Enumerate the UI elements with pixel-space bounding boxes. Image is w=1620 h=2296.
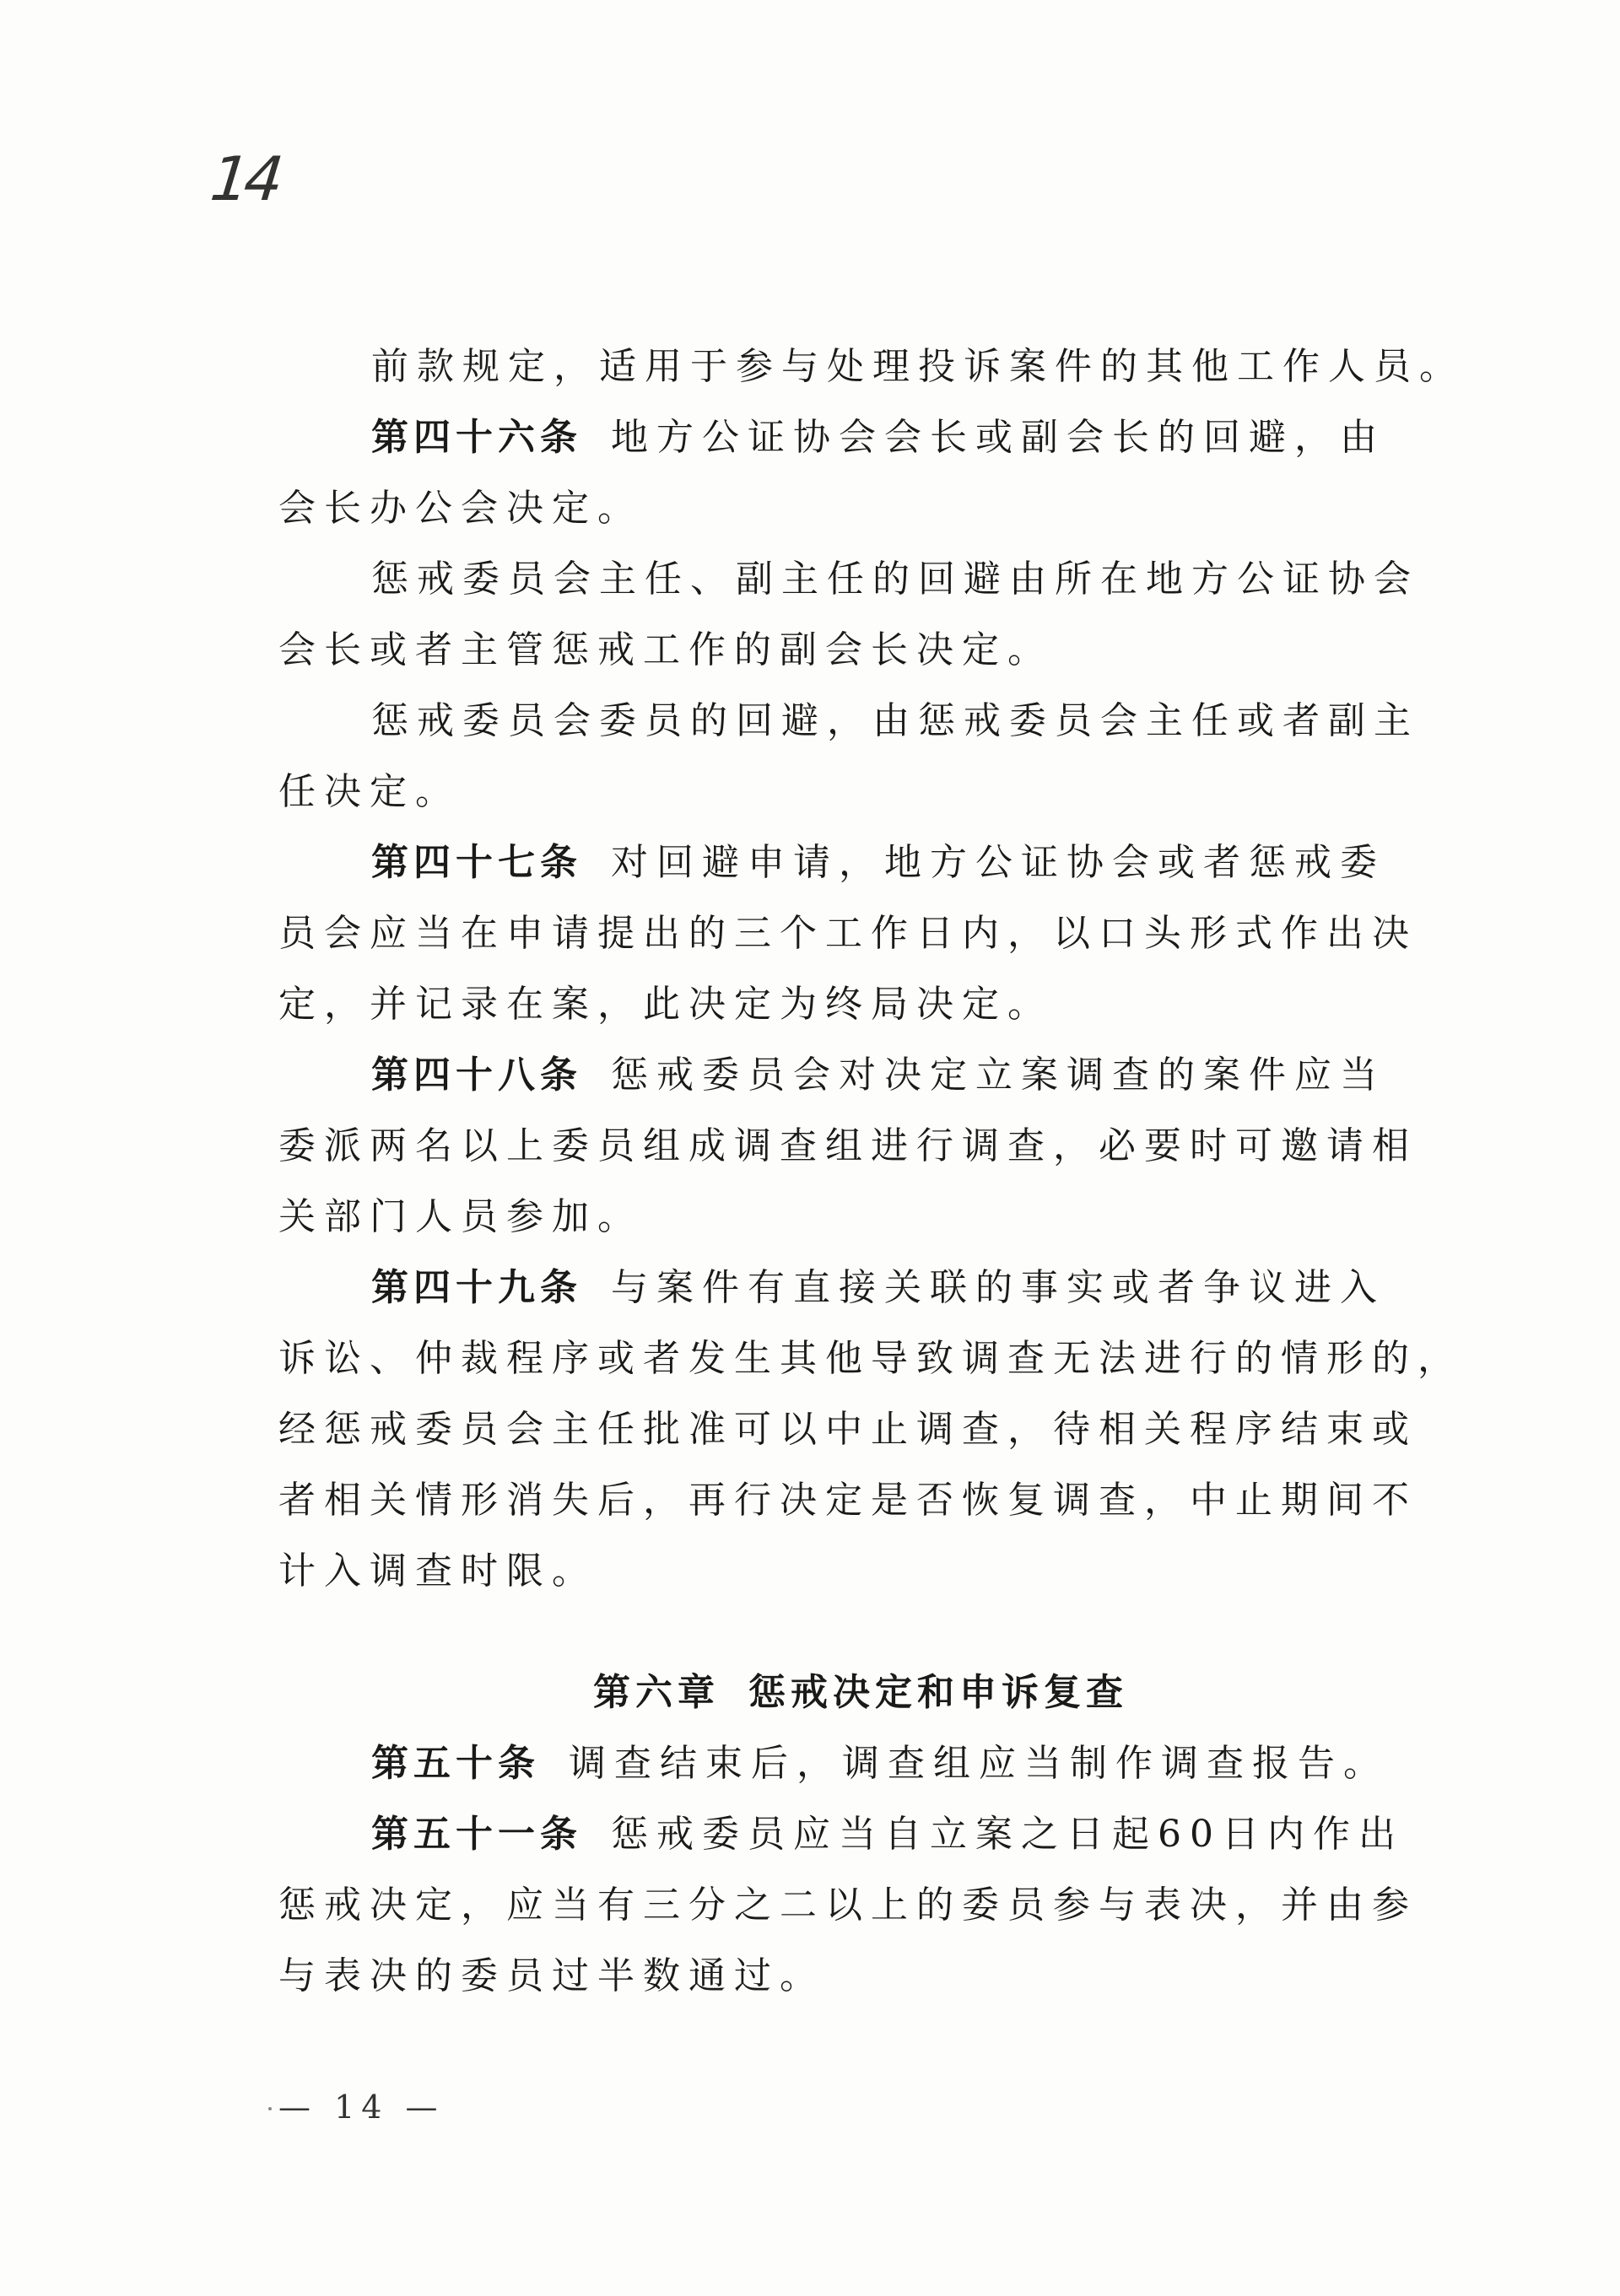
paragraph-text: 地方公证协会会长或副会长的回避，由 — [611, 416, 1385, 459]
paragraph-text: 诉讼、仲裁程序或者发生其他导致调查无法进行的情形的， — [278, 1337, 1463, 1380]
paragraph-line — [278, 969, 1443, 1040]
document-body — [278, 331, 1465, 2012]
chapter-number: 第六章 — [593, 1671, 720, 1714]
paragraph-line — [278, 1040, 1443, 1111]
paragraph-line — [278, 686, 1443, 757]
paragraph-text: 会长办公会决定。 — [278, 487, 643, 530]
paragraph-line — [278, 1728, 1443, 1799]
paragraph-text: 前款规定，适用于参与处理投诉案件的其他工作人员。 — [371, 345, 1465, 388]
scan-dot — [268, 2107, 272, 2110]
article-label: 第四十九条 — [371, 1266, 582, 1309]
paragraph-line — [278, 1323, 1463, 1394]
article-label: 第五十一条 — [371, 1813, 582, 1856]
paragraph-line — [278, 757, 1443, 827]
paragraph-line — [278, 1394, 1443, 1465]
paragraph-line — [278, 615, 1443, 686]
article-label: 第五十条 — [371, 1742, 540, 1785]
paragraph-text: 者相关情形消失后，再行决定是否恢复调查，中止期间不 — [278, 1479, 1418, 1522]
paragraph-line — [278, 1465, 1443, 1536]
paragraph-line — [278, 1799, 1443, 1870]
paragraph-text: 调查结束后，调查组应当制作调查报告。 — [569, 1742, 1389, 1785]
paragraph-line — [278, 402, 1443, 473]
paragraph-line — [278, 898, 1443, 969]
paragraph-text: 会长或者主管惩戒工作的副会长决定。 — [278, 628, 1053, 671]
paragraph-text: 与表决的委员过半数通过。 — [278, 1954, 825, 1997]
paragraph-text: 委派两名以上委员组成调查组进行调查，必要时可邀请相 — [278, 1124, 1418, 1167]
article-label: 第四十八条 — [371, 1054, 582, 1097]
paragraph-text: 惩戒决定，应当有三分之二以上的委员参与表决，并由参 — [278, 1884, 1418, 1927]
paragraph-text: 惩戒委员应当自立案之日起60日内作出 — [611, 1813, 1404, 1856]
article-label: 第四十七条 — [371, 841, 582, 884]
paragraph-text: 任决定。 — [278, 770, 461, 813]
paragraph-text: 员会应当在申请提出的三个工作日内，以口头形式作出决 — [278, 912, 1418, 955]
paragraph-text: 经惩戒委员会主任批准可以中止调查，待相关程序结束或 — [278, 1408, 1418, 1451]
paragraph-line — [278, 1536, 1443, 1607]
paragraph-text: 关部门人员参加。 — [278, 1195, 643, 1238]
chapter-title: 惩戒决定和申诉复查 — [748, 1671, 1128, 1714]
handwritten-page-mark: 14 — [207, 143, 283, 214]
paragraph-text: 与案件有直接关联的事实或者争议进入 — [611, 1266, 1385, 1309]
paragraph-line — [278, 827, 1443, 898]
page-number: — 14 — — [278, 2088, 445, 2126]
paragraph-line — [278, 1182, 1443, 1253]
chapter-heading — [278, 1657, 1443, 1728]
paragraph-text: 定，并记录在案，此决定为终局决定。 — [278, 983, 1053, 1026]
paragraph-line — [278, 544, 1443, 615]
paragraph-text: 计入调查时限。 — [278, 1550, 597, 1593]
paragraph-text: 惩戒委员会主任、副主任的回避由所在地方公证协会 — [371, 558, 1419, 601]
paragraph-text: 惩戒委员会委员的回避，由惩戒委员会主任或者副主 — [371, 699, 1419, 742]
article-label: 第四十六条 — [371, 416, 582, 459]
paragraph-line — [278, 1941, 1443, 2012]
paragraph-line — [278, 1870, 1443, 1941]
paragraph-line — [278, 1253, 1443, 1323]
paragraph-text: 对回避申请，地方公证协会或者惩戒委 — [611, 841, 1385, 884]
paragraph-text: 惩戒委员会对决定立案调查的案件应当 — [611, 1054, 1385, 1097]
paragraph-line — [278, 331, 1465, 402]
paragraph-line — [278, 1111, 1443, 1182]
paragraph-line — [278, 473, 1443, 544]
